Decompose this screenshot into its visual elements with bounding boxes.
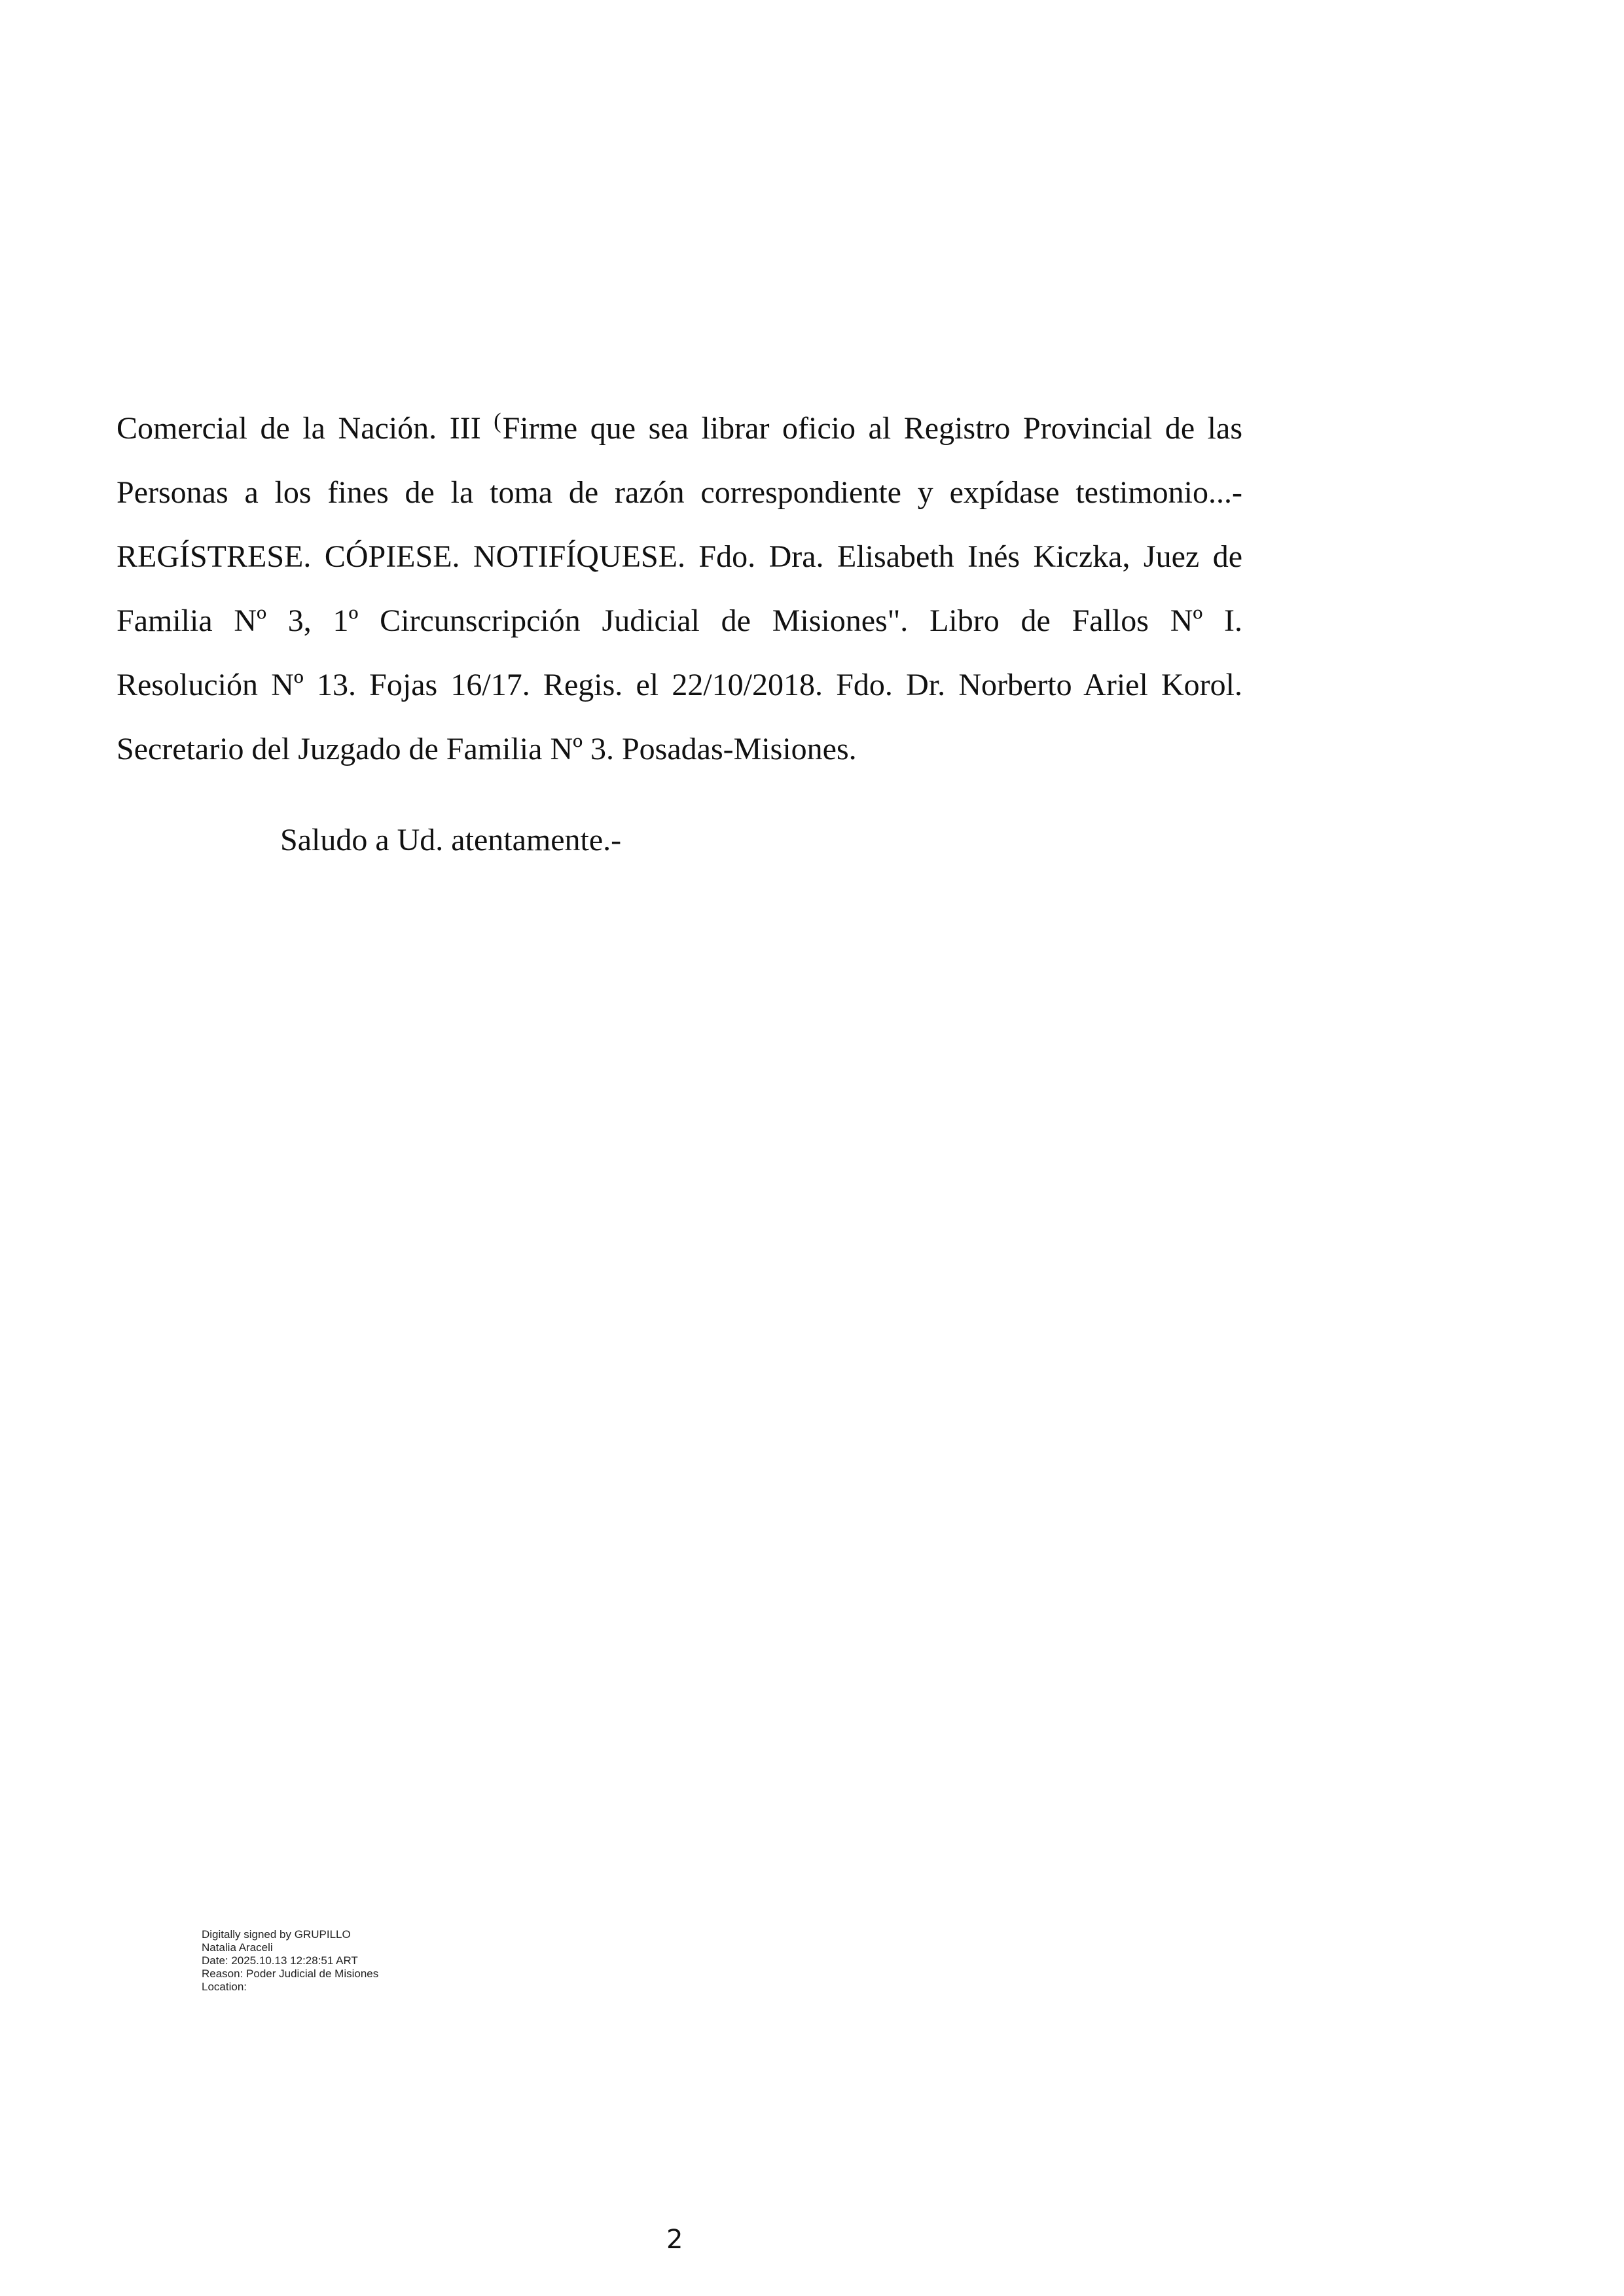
- body-line-3: REGÍSTRESE. CÓPIESE. NOTIFÍQUESE. Fdo. Dra. Elisabeth Inés Kiczka, Juez de: [117, 539, 1242, 574]
- body-line-2: Personas a los fines de la toma de razón correspondiente y expídase testimonio...-: [117, 475, 1242, 510]
- signature-line-location: Location:: [202, 1981, 247, 1993]
- superscript-paren: (: [494, 409, 501, 433]
- page-number: 2: [666, 2225, 683, 2255]
- digital-signature-block: [202, 1928, 378, 1994]
- closing-salutation: Saludo a Ud. atentamente.-: [280, 823, 622, 857]
- body-line-4: Familia Nº 3, 1º Circunscripción Judicial de Misiones". Libro de Fallos Nº I.: [117, 603, 1242, 638]
- signature-line-reason: Reason: Poder Judicial de Misiones: [202, 1967, 379, 1980]
- body-line-6: Secretario del Juzgado de Familia Nº 3. Posadas-Misiones.: [117, 732, 857, 766]
- signature-line-name: Natalia Araceli: [202, 1941, 273, 1954]
- body-line-1: Comercial de la Nación. III (Firme que sea librar oficio al Registro Provincial de las: [117, 409, 1243, 446]
- body-line-5: Resolución Nº 13. Fojas 16/17. Regis. el 22/10/2018. Fdo. Dr. Norberto Ariel Korol.: [117, 668, 1242, 702]
- signature-line-signed-by: Digitally signed by GRUPILLO: [202, 1928, 351, 1941]
- signature-line-date: Date: 2025.10.13 12:28:51 ART: [202, 1954, 358, 1967]
- body-paragraph: [117, 389, 1242, 781]
